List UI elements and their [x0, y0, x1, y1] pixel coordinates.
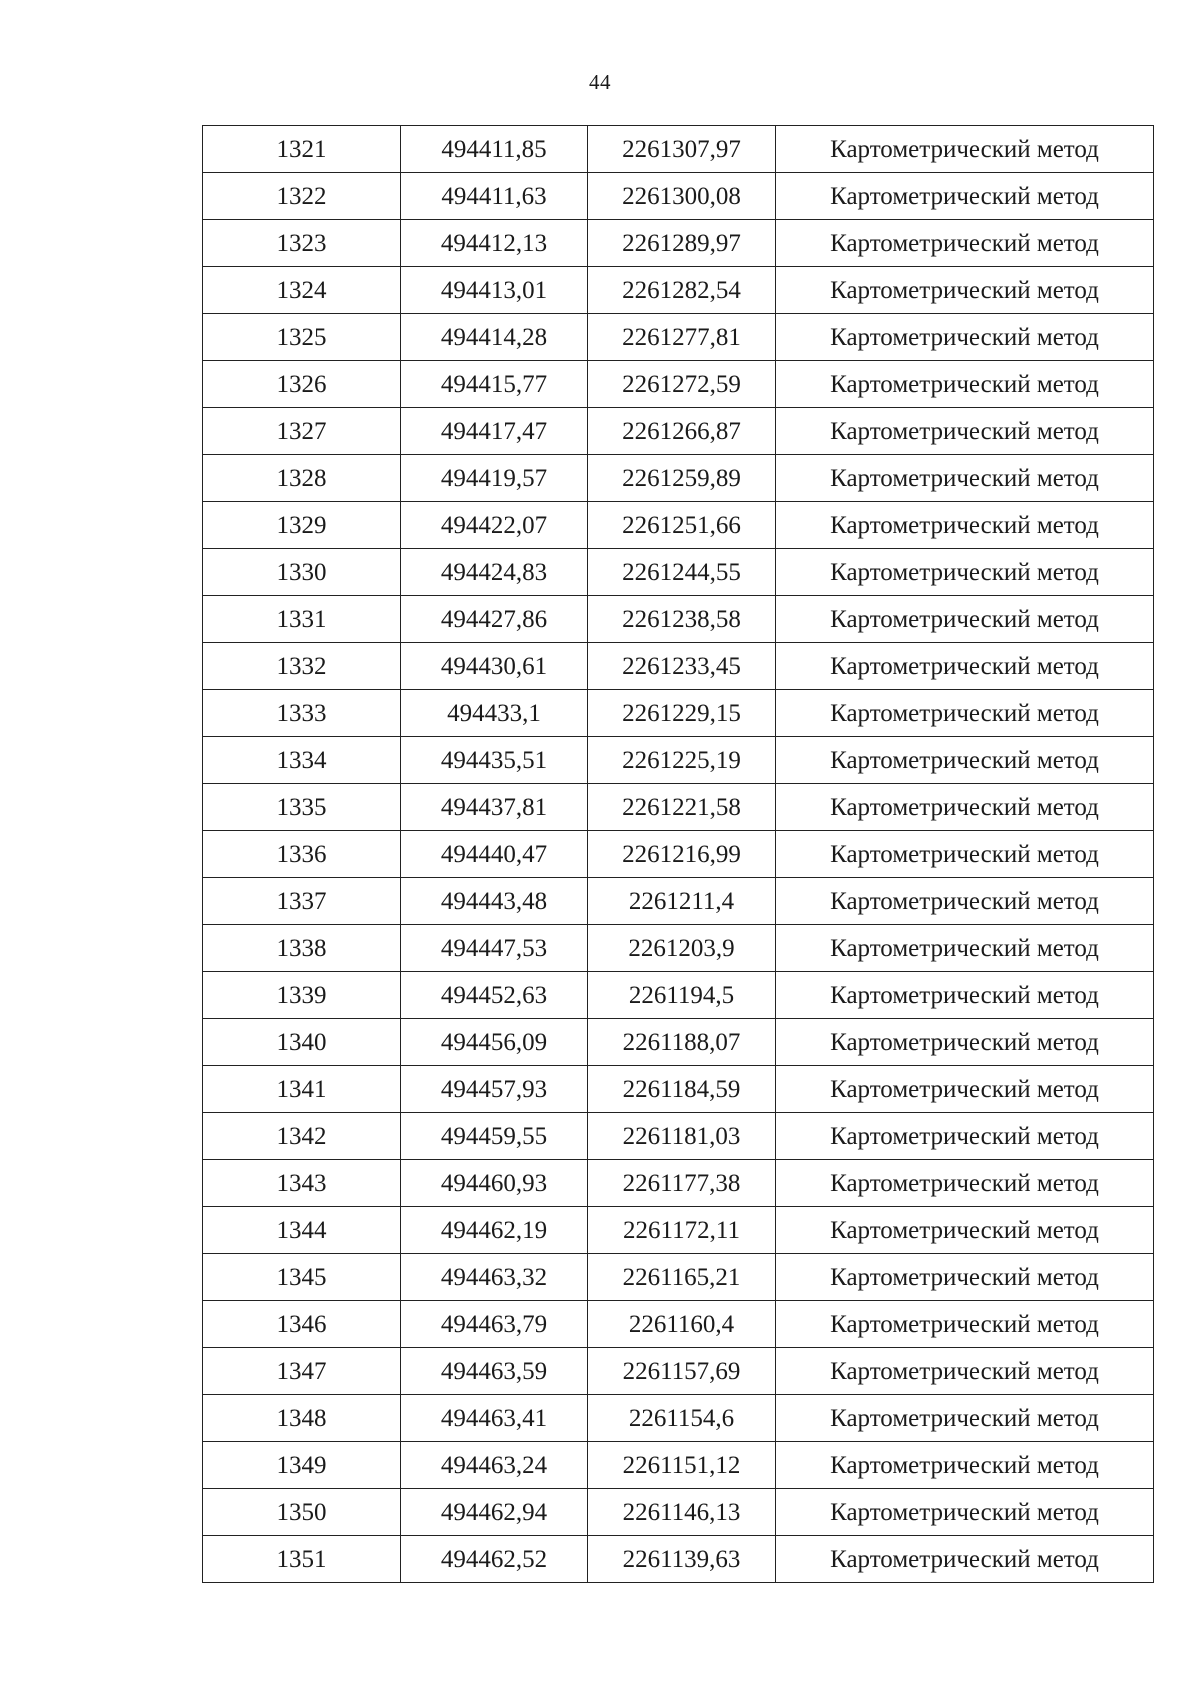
y-coordinate-cell: 2261229,15 — [588, 690, 776, 737]
table-row — [203, 314, 1154, 361]
x-coordinate-cell: 494430,61 — [401, 643, 588, 690]
table-row — [203, 408, 1154, 455]
x-coordinate-cell: 494424,83 — [401, 549, 588, 596]
y-coordinate-cell: 2261238,58 — [588, 596, 776, 643]
table-row — [203, 361, 1154, 408]
table-row — [203, 925, 1154, 972]
x-coordinate-cell: 494456,09 — [401, 1019, 588, 1066]
method-cell: Картометрический метод — [776, 878, 1154, 925]
method-cell: Картометрический метод — [776, 1536, 1154, 1583]
y-coordinate-cell: 2261184,59 — [588, 1066, 776, 1113]
y-coordinate-cell: 2261244,55 — [588, 549, 776, 596]
point-number-cell: 1323 — [203, 220, 401, 267]
x-coordinate-cell: 494419,57 — [401, 455, 588, 502]
table-row — [203, 1066, 1154, 1113]
table-row — [203, 831, 1154, 878]
point-number-cell: 1327 — [203, 408, 401, 455]
method-cell: Картометрический метод — [776, 502, 1154, 549]
method-cell: Картометрический метод — [776, 1395, 1154, 1442]
table-row — [203, 1536, 1154, 1583]
method-cell: Картометрический метод — [776, 1348, 1154, 1395]
table-row — [203, 1301, 1154, 1348]
page-number: 44 — [589, 70, 611, 94]
table-row — [203, 455, 1154, 502]
point-number-cell: 1347 — [203, 1348, 401, 1395]
table-row — [203, 1019, 1154, 1066]
y-coordinate-cell: 2261211,4 — [588, 878, 776, 925]
y-coordinate-cell: 2261160,4 — [588, 1301, 776, 1348]
y-coordinate-cell: 2261307,97 — [588, 126, 776, 173]
point-number-cell: 1322 — [203, 173, 401, 220]
table-row — [203, 126, 1154, 173]
y-coordinate-cell: 2261225,19 — [588, 737, 776, 784]
point-number-cell: 1341 — [203, 1066, 401, 1113]
point-number-cell: 1337 — [203, 878, 401, 925]
y-coordinate-cell: 2261172,11 — [588, 1207, 776, 1254]
y-coordinate-cell: 2261272,59 — [588, 361, 776, 408]
x-coordinate-cell: 494463,24 — [401, 1442, 588, 1489]
x-coordinate-cell: 494440,47 — [401, 831, 588, 878]
x-coordinate-cell: 494435,51 — [401, 737, 588, 784]
y-coordinate-cell: 2261300,08 — [588, 173, 776, 220]
method-cell: Картометрический метод — [776, 643, 1154, 690]
point-number-cell: 1335 — [203, 784, 401, 831]
table-row — [203, 173, 1154, 220]
point-number-cell: 1325 — [203, 314, 401, 361]
table-row — [203, 737, 1154, 784]
y-coordinate-cell: 2261157,69 — [588, 1348, 776, 1395]
table-row — [203, 643, 1154, 690]
method-cell: Картометрический метод — [776, 408, 1154, 455]
table-row — [203, 596, 1154, 643]
method-cell: Картометрический метод — [776, 1301, 1154, 1348]
x-coordinate-cell: 494463,79 — [401, 1301, 588, 1348]
point-number-cell: 1346 — [203, 1301, 401, 1348]
y-coordinate-cell: 2261277,81 — [588, 314, 776, 361]
point-number-cell: 1324 — [203, 267, 401, 314]
method-cell: Картометрический метод — [776, 126, 1154, 173]
point-number-cell: 1330 — [203, 549, 401, 596]
x-coordinate-cell: 494463,41 — [401, 1395, 588, 1442]
method-cell: Картометрический метод — [776, 267, 1154, 314]
table-row — [203, 1442, 1154, 1489]
table-row — [203, 878, 1154, 925]
table-row — [203, 1254, 1154, 1301]
x-coordinate-cell: 494415,77 — [401, 361, 588, 408]
method-cell: Картометрический метод — [776, 925, 1154, 972]
x-coordinate-cell: 494422,07 — [401, 502, 588, 549]
point-number-cell: 1338 — [203, 925, 401, 972]
point-number-cell: 1321 — [203, 126, 401, 173]
x-coordinate-cell: 494457,93 — [401, 1066, 588, 1113]
table-row — [203, 267, 1154, 314]
x-coordinate-cell: 494414,28 — [401, 314, 588, 361]
method-cell: Картометрический метод — [776, 737, 1154, 784]
method-cell: Картометрический метод — [776, 596, 1154, 643]
method-cell: Картометрический метод — [776, 455, 1154, 502]
y-coordinate-cell: 2261188,07 — [588, 1019, 776, 1066]
table-row — [203, 1489, 1154, 1536]
point-number-cell: 1334 — [203, 737, 401, 784]
x-coordinate-cell: 494459,55 — [401, 1113, 588, 1160]
y-coordinate-cell: 2261181,03 — [588, 1113, 776, 1160]
y-coordinate-cell: 2261221,58 — [588, 784, 776, 831]
method-cell: Картометрический метод — [776, 173, 1154, 220]
y-coordinate-cell: 2261266,87 — [588, 408, 776, 455]
table-row — [203, 972, 1154, 1019]
table-row — [203, 502, 1154, 549]
y-coordinate-cell: 2261146,13 — [588, 1489, 776, 1536]
point-number-cell: 1331 — [203, 596, 401, 643]
method-cell: Картометрический метод — [776, 831, 1154, 878]
coordinates-table-body — [203, 126, 1154, 1583]
point-number-cell: 1351 — [203, 1536, 401, 1583]
y-coordinate-cell: 2261289,97 — [588, 220, 776, 267]
point-number-cell: 1344 — [203, 1207, 401, 1254]
table-row — [203, 549, 1154, 596]
y-coordinate-cell: 2261151,12 — [588, 1442, 776, 1489]
table-row — [203, 1395, 1154, 1442]
x-coordinate-cell: 494412,13 — [401, 220, 588, 267]
y-coordinate-cell: 2261282,54 — [588, 267, 776, 314]
point-number-cell: 1342 — [203, 1113, 401, 1160]
x-coordinate-cell: 494417,47 — [401, 408, 588, 455]
coordinates-table — [202, 125, 1154, 1583]
x-coordinate-cell: 494452,63 — [401, 972, 588, 1019]
x-coordinate-cell: 494462,94 — [401, 1489, 588, 1536]
y-coordinate-cell: 2261233,45 — [588, 643, 776, 690]
point-number-cell: 1343 — [203, 1160, 401, 1207]
point-number-cell: 1329 — [203, 502, 401, 549]
method-cell: Картометрический метод — [776, 784, 1154, 831]
point-number-cell: 1340 — [203, 1019, 401, 1066]
y-coordinate-cell: 2261177,38 — [588, 1160, 776, 1207]
table-row — [203, 1348, 1154, 1395]
x-coordinate-cell: 494443,48 — [401, 878, 588, 925]
point-number-cell: 1328 — [203, 455, 401, 502]
table-row — [203, 1113, 1154, 1160]
y-coordinate-cell: 2261203,9 — [588, 925, 776, 972]
x-coordinate-cell: 494463,59 — [401, 1348, 588, 1395]
x-coordinate-cell: 494437,81 — [401, 784, 588, 831]
x-coordinate-cell: 494460,93 — [401, 1160, 588, 1207]
y-coordinate-cell: 2261165,21 — [588, 1254, 776, 1301]
method-cell: Картометрический метод — [776, 361, 1154, 408]
y-coordinate-cell: 2261194,5 — [588, 972, 776, 1019]
table-row — [203, 1207, 1154, 1254]
method-cell: Картометрический метод — [776, 1442, 1154, 1489]
method-cell: Картометрический метод — [776, 1207, 1154, 1254]
point-number-cell: 1349 — [203, 1442, 401, 1489]
x-coordinate-cell: 494411,63 — [401, 173, 588, 220]
x-coordinate-cell: 494411,85 — [401, 126, 588, 173]
y-coordinate-cell: 2261154,6 — [588, 1395, 776, 1442]
method-cell: Картометрический метод — [776, 1160, 1154, 1207]
point-number-cell: 1326 — [203, 361, 401, 408]
point-number-cell: 1336 — [203, 831, 401, 878]
x-coordinate-cell: 494433,1 — [401, 690, 588, 737]
method-cell: Картометрический метод — [776, 549, 1154, 596]
x-coordinate-cell: 494463,32 — [401, 1254, 588, 1301]
table-row — [203, 690, 1154, 737]
y-coordinate-cell: 2261259,89 — [588, 455, 776, 502]
x-coordinate-cell: 494427,86 — [401, 596, 588, 643]
point-number-cell: 1333 — [203, 690, 401, 737]
table-row — [203, 1160, 1154, 1207]
method-cell: Картометрический метод — [776, 220, 1154, 267]
method-cell: Картометрический метод — [776, 1254, 1154, 1301]
method-cell: Картометрический метод — [776, 314, 1154, 361]
table-row — [203, 784, 1154, 831]
y-coordinate-cell: 2261216,99 — [588, 831, 776, 878]
point-number-cell: 1332 — [203, 643, 401, 690]
x-coordinate-cell: 494462,52 — [401, 1536, 588, 1583]
method-cell: Картометрический метод — [776, 690, 1154, 737]
x-coordinate-cell: 494462,19 — [401, 1207, 588, 1254]
point-number-cell: 1348 — [203, 1395, 401, 1442]
point-number-cell: 1350 — [203, 1489, 401, 1536]
method-cell: Картометрический метод — [776, 1489, 1154, 1536]
y-coordinate-cell: 2261139,63 — [588, 1536, 776, 1583]
table-row — [203, 220, 1154, 267]
method-cell: Картометрический метод — [776, 1113, 1154, 1160]
point-number-cell: 1345 — [203, 1254, 401, 1301]
y-coordinate-cell: 2261251,66 — [588, 502, 776, 549]
x-coordinate-cell: 494447,53 — [401, 925, 588, 972]
method-cell: Картометрический метод — [776, 972, 1154, 1019]
method-cell: Картометрический метод — [776, 1066, 1154, 1113]
x-coordinate-cell: 494413,01 — [401, 267, 588, 314]
point-number-cell: 1339 — [203, 972, 401, 1019]
method-cell: Картометрический метод — [776, 1019, 1154, 1066]
